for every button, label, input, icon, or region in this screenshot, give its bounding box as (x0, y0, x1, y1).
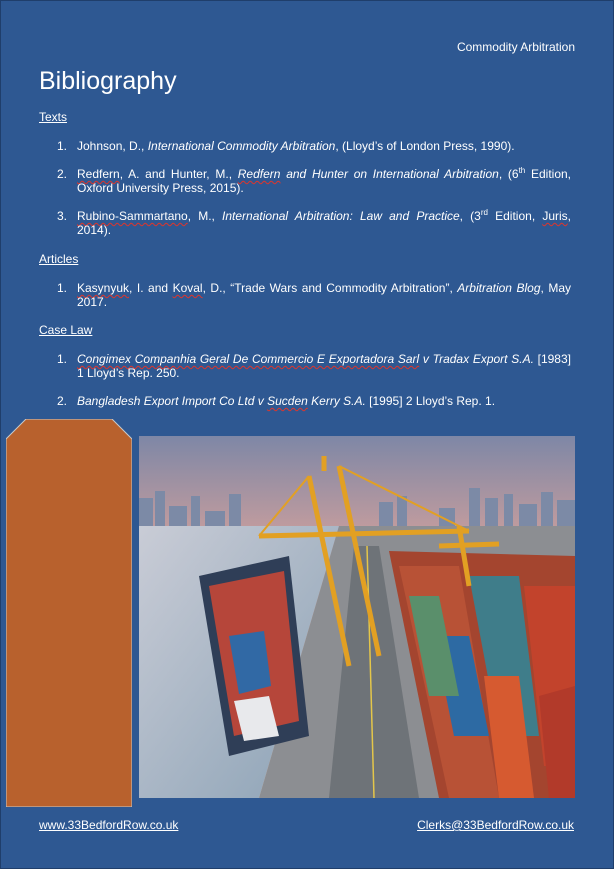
list-item: 2. Bangladesh Export Import Co Ltd v Sucden Kerry S.A. [1995] 2 Lloyd’s Rep. 1. (57, 394, 496, 408)
section-heading-case-law: Case Law (39, 323, 93, 337)
list-item: 1. Congimex Companhia Geral De Commercio E Exportadora Sarl v Tradax Export S.A. [1983] 1 Lloyd’s Rep. 250. (57, 352, 571, 380)
section-heading-articles: Articles (39, 252, 79, 266)
list-item: 1. Johnson, D., International Commodity Arbitration, (Lloyd’s of London Press, 1990). (57, 139, 515, 153)
list-item: 1. Kasynyuk, I. and Koval, D., “Trade Wars and Commodity Arbitration”, Arbitration Blog, May 2017. (57, 281, 572, 309)
website-link[interactable]: www.33BedfordRow.co.uk (39, 818, 179, 832)
orange-side-tab (6, 419, 132, 807)
texts-list (57, 139, 571, 251)
page-title: Bibliography (39, 67, 177, 95)
list-item: 2. Redfern, A. and Hunter, M., Redfern and Hunter on International Arbitration, (6th Edition, Oxford University Press, 2015). (57, 166, 572, 195)
running-header: Commodity Arbitration (456, 40, 575, 54)
list-item: 3. Rubino-Sammartano, M., International Arbitration: Law and Practice, (3rd Edition, Juris, 2014). (57, 208, 571, 237)
port-container-photo (139, 436, 575, 798)
articles-list (57, 281, 571, 323)
section-heading-texts: Texts (39, 110, 68, 124)
email-link[interactable]: Clerks@33BedfordRow.co.uk (417, 818, 574, 832)
case-law-list (57, 352, 571, 422)
